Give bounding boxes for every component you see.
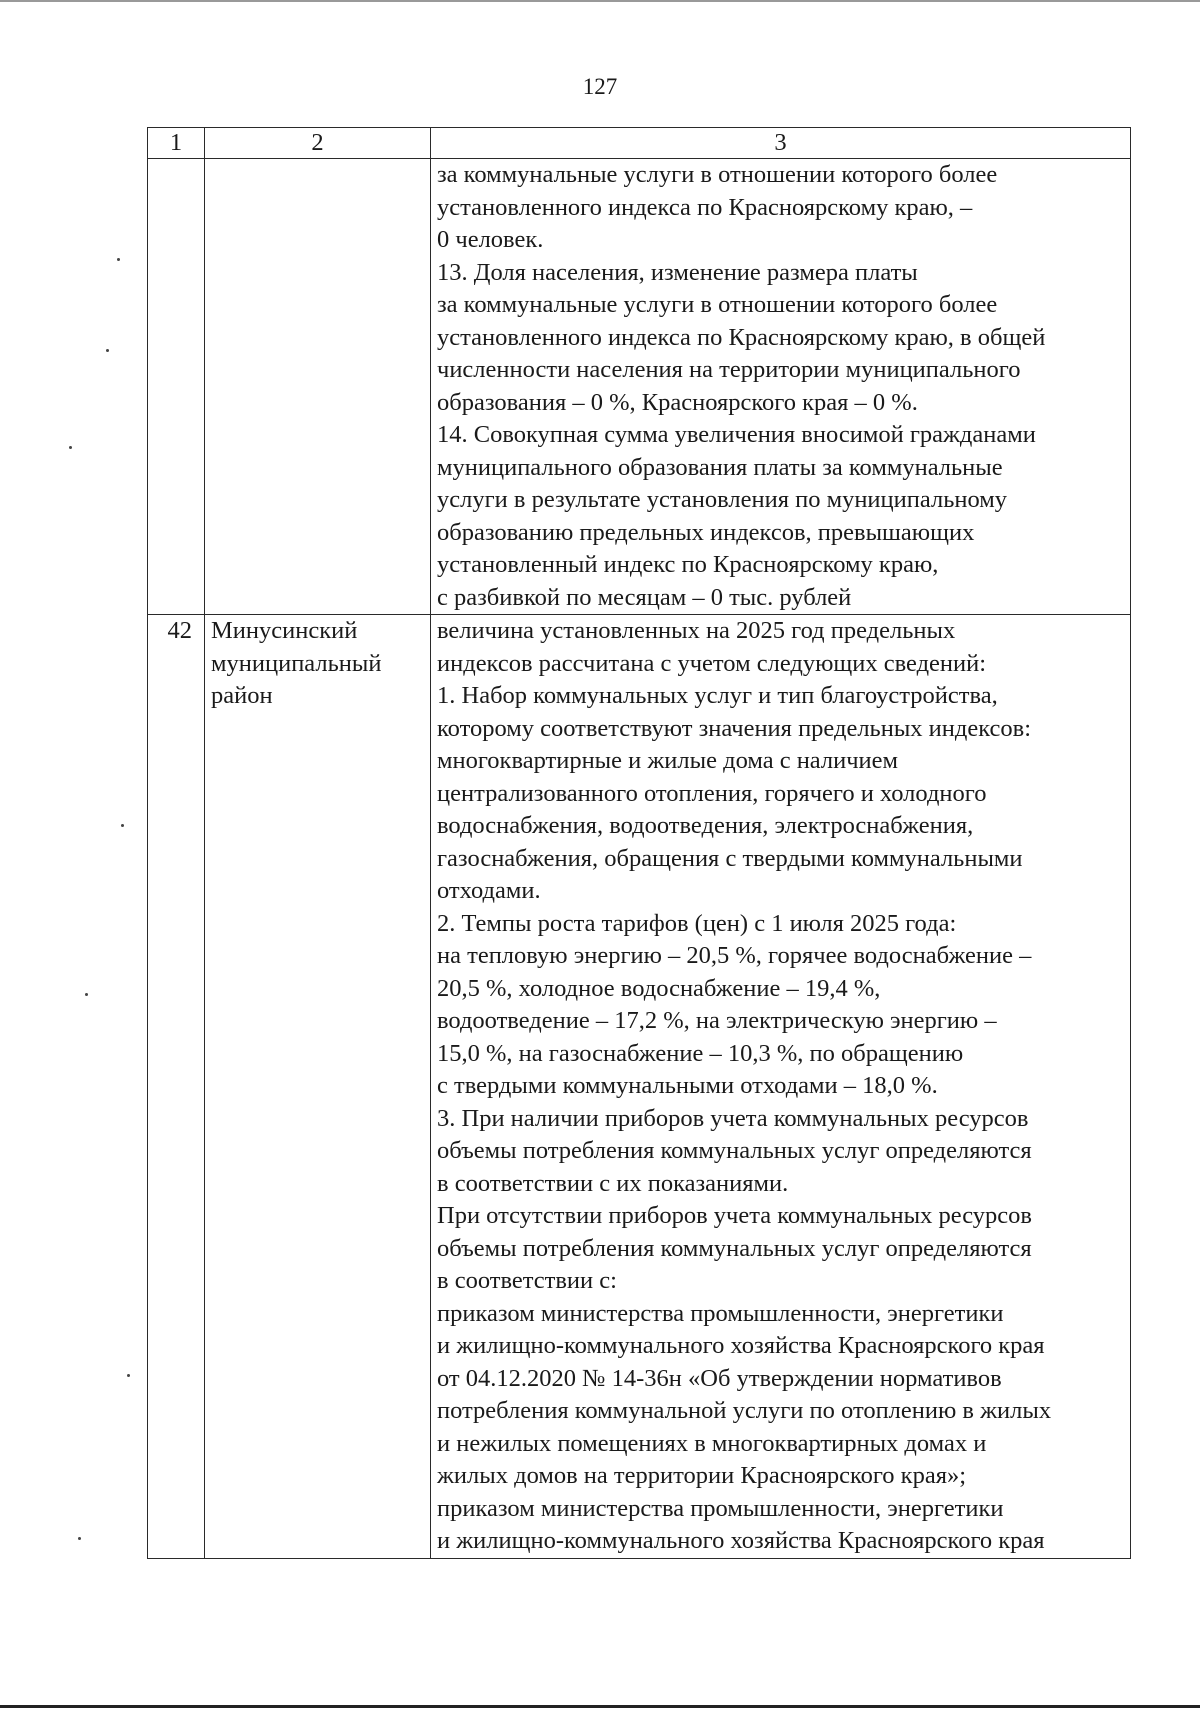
scan-speck: [78, 1537, 81, 1540]
description-cell: [431, 159, 1131, 615]
text-line: образования – 0 %, Красноярского края – 0 %.: [437, 388, 918, 416]
text-line: величина установленных на 2025 год предельных: [437, 617, 956, 644]
text-line: жилых домов на территории Красноярского края»;: [437, 1462, 967, 1489]
text-line: с разбивкой по месяцам – 0 тыс. рублей: [437, 583, 852, 611]
text-line: 1. Набор коммунальных услуг и тип благоустройства,: [437, 682, 998, 709]
text-line: от 04.12.2020 № 14-36н «Об утверждении нормативов: [437, 1364, 1002, 1392]
municipality-name-line: муниципальный: [211, 649, 382, 677]
text-line: и жилищно-коммунального хозяйства Красноярского края: [437, 1332, 1045, 1359]
text-line: водоотведение – 17,2 %, на электрическую энергию –: [437, 1007, 997, 1034]
municipality-name-line: Минусинский: [211, 617, 358, 644]
page-number: 127: [582, 74, 618, 99]
text-line: водоснабжения, водоотведения, электроснабжения,: [437, 812, 974, 839]
text-line: отходами.: [437, 877, 541, 904]
text-line: услуги в результате установления по муниципальному: [437, 486, 1008, 513]
scan-speck: [106, 349, 109, 352]
municipality-cell: [205, 615, 431, 1559]
indices-table: [147, 127, 1131, 1559]
text-line: приказом министерства промышленности, энергетики: [437, 1494, 1004, 1522]
text-line: и жилищно-коммунального хозяйства Красноярского края: [437, 1527, 1045, 1554]
scan-speck: [85, 993, 88, 996]
text-line: которому соответствуют значения предельных индексов:: [437, 714, 1032, 742]
text-line: объемы потребления коммунальных услуг определяются: [437, 1234, 1032, 1262]
text-line: приказом министерства промышленности, энергетики: [437, 1299, 1004, 1327]
row-number-cell: 42: [148, 615, 205, 1559]
text-line: многоквартирные и жилые дома с наличием: [437, 747, 899, 774]
municipality-name-line: район: [211, 682, 273, 709]
text-line: потребления коммунальной услуги по отоплению в жилых: [437, 1397, 1052, 1424]
text-line: 13. Доля населения, изменение размера платы: [437, 258, 918, 286]
text-line: 20,5 %, холодное водоснабжение – 19,4 %,: [437, 974, 881, 1002]
text-line: 15,0 %, на газоснабжение – 10,3 %, по обращению: [437, 1039, 964, 1067]
text-line: При отсутствии приборов учета коммунальных ресурсов: [437, 1202, 1032, 1229]
header-row: [148, 128, 1131, 159]
text-line: 2. Темпы роста тарифов (цен) с 1 июля 2025 года:: [437, 909, 957, 937]
row-number-cell: [148, 159, 205, 615]
scan-top-edge: [0, 0, 1200, 2]
text-line: в соответствии с их показаниями.: [437, 1169, 789, 1197]
text-line: установленного индекса по Красноярскому краю, –: [437, 193, 973, 221]
text-line: индексов рассчитана с учетом следующих сведений:: [437, 649, 987, 677]
scan-speck: [127, 1374, 130, 1377]
header-col-1: 1: [148, 128, 205, 159]
table-row-continuation: [148, 159, 1131, 615]
header-col-3: 3: [431, 128, 1131, 159]
text-line: в соответствии с:: [437, 1267, 617, 1294]
scan-speck: [69, 446, 72, 449]
text-line: на тепловую энергию – 20,5 %, горячее водоснабжение –: [437, 942, 1032, 969]
text-line: 14. Совокупная сумма увеличения вносимой гражданами: [437, 421, 1036, 448]
table-row-42: [148, 615, 1131, 1559]
municipality-cell: [205, 159, 431, 615]
scan-bottom-edge: [0, 1705, 1200, 1708]
description-cell: [431, 615, 1131, 1559]
scan-speck: [121, 824, 124, 827]
text-line: установленного индекса по Красноярскому краю, в общей: [437, 323, 1046, 351]
text-line: численности населения на территории муниципального: [437, 356, 1021, 383]
scan-speck: [117, 258, 120, 261]
header-col-2: 2: [205, 128, 431, 159]
text-line: и нежилых помещениях в многоквартирных домах и: [437, 1429, 987, 1457]
text-line: 3. При наличии приборов учета коммунальных ресурсов: [437, 1104, 1029, 1132]
text-line: газоснабжения, обращения с твердыми коммунальными: [437, 844, 1023, 872]
text-line: централизованного отопления, горячего и холодного: [437, 779, 987, 807]
text-line: за коммунальные услуги в отношении которого более: [437, 161, 998, 188]
text-line: установленный индекс по Красноярскому краю,: [437, 551, 939, 578]
text-line: с твердыми коммунальными отходами – 18,0 %.: [437, 1072, 938, 1099]
text-line: за коммунальные услуги в отношении которого более: [437, 291, 998, 318]
text-line: муниципального образования платы за коммунальные: [437, 453, 1003, 481]
text-line: объемы потребления коммунальных услуг определяются: [437, 1137, 1032, 1164]
text-line: 0 человек.: [437, 226, 544, 253]
text-line: образованию предельных индексов, превышающих: [437, 518, 975, 546]
